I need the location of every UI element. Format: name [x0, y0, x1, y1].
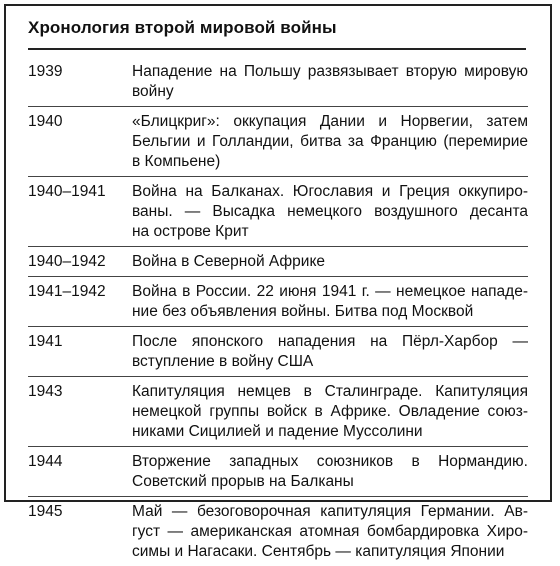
description-line: Капитуляция немцев в Сталинграде. Капитуляция — [132, 383, 528, 400]
description-line: Советский прорыв на Балканы — [132, 473, 354, 490]
description-line: симы и Нагасаки. Сентябрь — капитуляция Японии — [132, 543, 505, 560]
table-row — [28, 176, 528, 247]
description-line: густ — американская атомная бомбардировка Хиро- — [132, 523, 528, 540]
table-row — [28, 376, 528, 447]
description-line: Нападение на Польшу развязывает вторую мировую — [132, 63, 528, 80]
description-line: в Компьене) — [132, 153, 221, 170]
table-row — [28, 56, 528, 107]
row-year: 1940 — [28, 113, 63, 130]
row-description — [132, 382, 528, 442]
row-description — [132, 452, 528, 492]
description-line: никами Сицилией и падение Муссолини — [132, 423, 423, 440]
description-line: «Блицкриг»: оккупация Дании и Норвегии, затем — [132, 113, 528, 130]
row-description — [132, 282, 528, 322]
row-year: 1941 — [28, 333, 63, 350]
description-line: войну — [132, 83, 174, 100]
description-line: Война в России. 22 июня 1941 г. — немецкое нападе- — [132, 283, 528, 300]
row-description — [132, 182, 528, 242]
description-line: ваны. — Высадка немецкого воздушного десанта — [132, 203, 528, 220]
row-description — [132, 252, 528, 272]
description-line: Война в Северной Африке — [132, 253, 326, 270]
description-line: После японского нападения на Пёрл-Харбор — — [132, 333, 528, 350]
description-line: вступление в войну США — [132, 353, 314, 370]
description-line: Вторжение западных союзников в Нормандию. — [132, 453, 528, 470]
description-line: на острове Крит — [132, 223, 249, 240]
row-year: 1943 — [28, 383, 63, 400]
row-year: 1939 — [28, 63, 63, 80]
table-row — [28, 446, 528, 497]
table-row — [28, 496, 528, 566]
row-year: 1945 — [28, 503, 63, 520]
description-line: ние без объявления войны. Битва под Москвой — [132, 303, 474, 320]
row-description — [132, 112, 528, 172]
table-row — [28, 246, 528, 277]
description-line: Май — безоговорочная капитуляция Германии. Ав- — [132, 503, 528, 520]
page-title: Хронология второй мировой войны — [28, 18, 337, 37]
row-description — [132, 332, 528, 372]
table-row — [28, 276, 528, 327]
row-year: 1941–1942 — [28, 283, 106, 300]
table-row — [28, 326, 528, 377]
row-year: 1944 — [28, 453, 63, 470]
row-year: 1940–1942 — [28, 253, 106, 270]
row-year: 1940–1941 — [28, 183, 106, 200]
description-line: Бельгии и Голландии, битва за Францию (перемирие — [132, 133, 528, 150]
table-row — [28, 106, 528, 177]
description-line: Война на Балканах. Югославия и Греция оккупиро- — [132, 183, 528, 200]
description-line: немецкой группы войск в Африке. Овладение союз- — [132, 403, 528, 420]
row-description — [132, 62, 528, 102]
row-description — [132, 502, 528, 562]
title-divider — [28, 48, 526, 50]
